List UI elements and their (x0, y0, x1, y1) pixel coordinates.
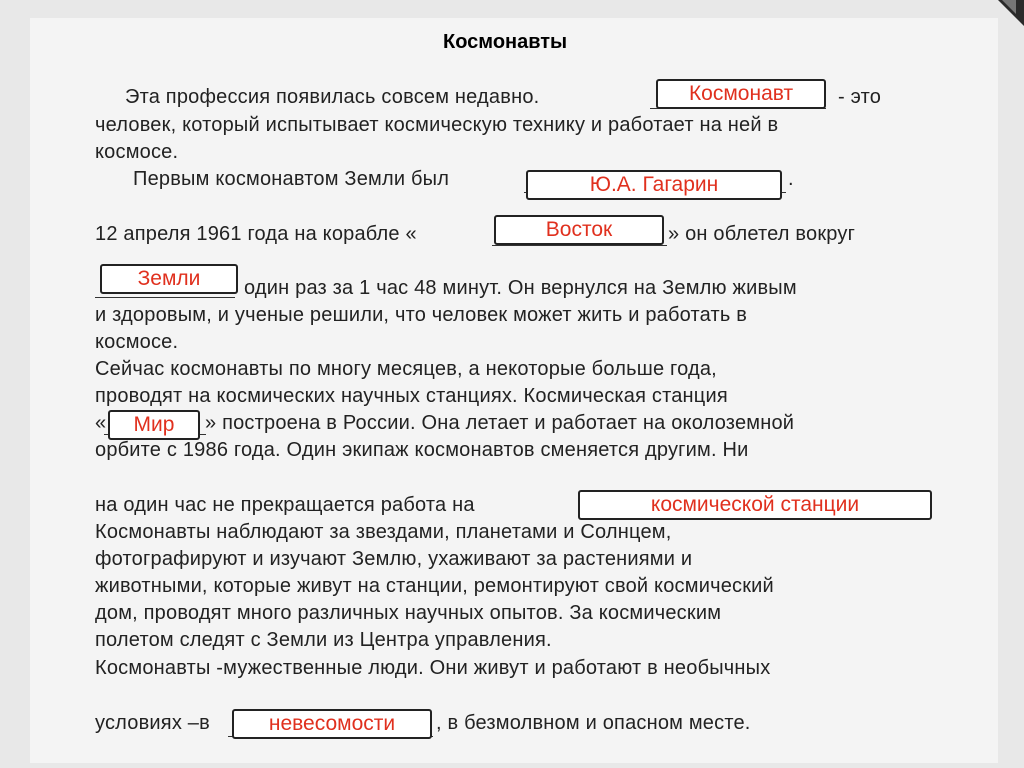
text-line: полетом следят с Земли из Центра управления. (95, 629, 552, 651)
text-line: проводят на космических научных станциях. Космическая станция (95, 385, 728, 407)
text-line: космосе. (95, 141, 179, 163)
text-line: « (95, 412, 107, 434)
text-line: и здоровым, и ученые решили, что человек может жить и работать в (95, 304, 748, 326)
answer-box-gagarin[interactable]: Ю.А. Гагарин (526, 170, 782, 200)
answer-box-earth[interactable]: Земли (100, 264, 238, 294)
text-line: один раз за 1 час 48 минут. Он вернулся на Землю живым (244, 277, 797, 299)
text-line: Космонавты наблюдают за звездами, планетами и Солнцем, (95, 521, 672, 543)
text-line: на один час не прекращается работа на (95, 494, 475, 516)
blank-underline (492, 245, 667, 246)
blank-underline (95, 297, 235, 298)
text-line: Первым космонавтом Земли был (133, 168, 450, 190)
page-title: Космонавты (443, 31, 568, 53)
text-line: - это (838, 86, 882, 108)
text-line: » он облетел вокруг (668, 223, 856, 245)
text-line: условиях –в (95, 712, 210, 734)
text-line: космосе. (95, 331, 179, 353)
corner-decoration-inner (1002, 0, 1016, 14)
text-line: фотографируют и изучают Землю, ухаживают за растениями и (95, 548, 693, 570)
text-line: , в безмолвном и опасном месте. (436, 712, 751, 734)
answer-box-mir[interactable]: Мир (108, 410, 200, 440)
answer-box-vostok[interactable]: Восток (494, 215, 664, 245)
text-line: животными, которые живут на станции, ремонтируют свой космический (95, 575, 774, 597)
text-line: человек, который испытывает космическую технику и работает на ней в (95, 114, 779, 136)
text-line: Космонавты -мужественные люди. Они живут и работают в необычных (95, 657, 771, 679)
answer-box-station[interactable]: космической станции (578, 490, 932, 520)
text-line: дом, проводят много различных научных опытов. За космическим (95, 602, 722, 624)
text-line: » построена в России. Она летает и работает на околоземной (205, 412, 795, 434)
text-line: орбите с 1986 года. Один экипаж космонавтов сменяется другим. Ни (95, 439, 749, 461)
text-line: Сейчас космонавты по многу месяцев, а некоторые больше года, (95, 358, 717, 380)
answer-box-cosmonaut[interactable]: Космонавт (656, 79, 826, 109)
text-line: Эта профессия появилась совсем недавно. (125, 86, 540, 108)
text-line: 12 апреля 1961 года на корабле « (95, 223, 417, 245)
text-line: . (788, 168, 794, 190)
answer-box-weightlessness[interactable]: невесомости (232, 709, 432, 739)
